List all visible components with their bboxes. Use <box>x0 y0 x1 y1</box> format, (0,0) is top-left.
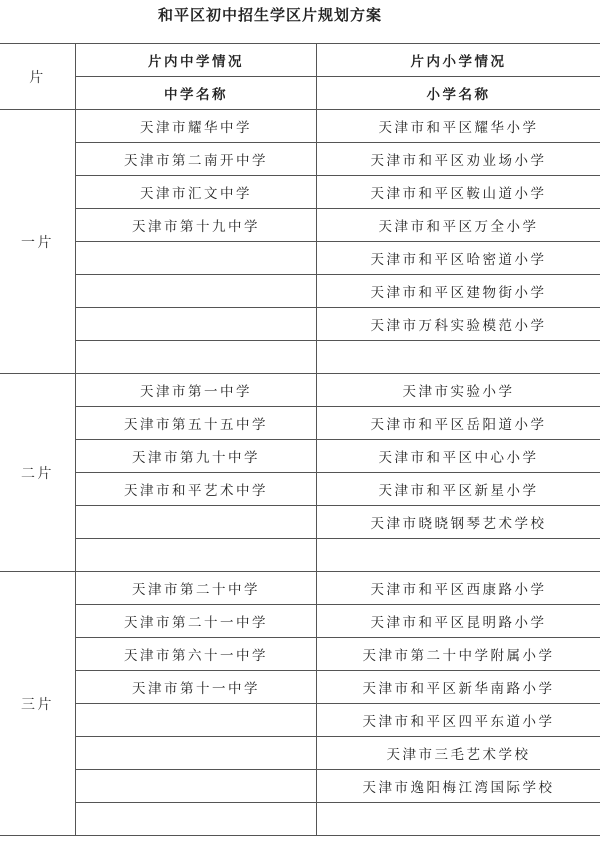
page-title: 和平区初中招生学区片规划方案 <box>157 6 382 24</box>
middle-school-cell: 天津市第一中学 <box>76 374 317 407</box>
table-row <box>0 440 600 473</box>
primary-school-cell: 天津市和平区岳阳道小学 <box>317 407 600 440</box>
table-row <box>0 605 600 638</box>
table-row <box>0 242 600 275</box>
middle-school-cell <box>76 803 317 836</box>
primary-school-cell: 天津市和平区耀华小学 <box>317 110 600 143</box>
table-row <box>0 275 600 308</box>
school-district-table <box>0 43 600 836</box>
primary-school-cell: 天津市实验小学 <box>317 374 600 407</box>
middle-school-cell: 天津市第十九中学 <box>76 209 317 242</box>
middle-school-cell: 天津市耀华中学 <box>76 110 317 143</box>
table-row <box>0 473 600 506</box>
primary-school-cell: 天津市和平区建物街小学 <box>317 275 600 308</box>
header-primary-group: 片内小学情况 <box>317 44 600 77</box>
header-primary-name: 小学名称 <box>317 77 600 110</box>
middle-school-cell <box>76 770 317 803</box>
primary-school-cell: 天津市和平区四平东道小学 <box>317 704 600 737</box>
primary-school-cell <box>317 341 600 374</box>
middle-school-cell <box>76 506 317 539</box>
table-row <box>0 770 600 803</box>
table-row <box>0 671 600 704</box>
middle-school-cell: 天津市第二南开中学 <box>76 143 317 176</box>
table-body <box>0 110 600 836</box>
table-row <box>0 209 600 242</box>
zone-name: 一片 <box>0 110 76 374</box>
table-row <box>0 341 600 374</box>
middle-school-cell: 天津市第六十一中学 <box>76 638 317 671</box>
middle-school-cell: 天津市第九十中学 <box>76 440 317 473</box>
primary-school-cell: 天津市万科实验模范小学 <box>317 308 600 341</box>
middle-school-cell <box>76 242 317 275</box>
header-zone: 片 <box>0 44 76 110</box>
primary-school-cell: 天津市和平区昆明路小学 <box>317 605 600 638</box>
table-row <box>0 539 600 572</box>
middle-school-cell: 天津市汇文中学 <box>76 176 317 209</box>
zone-name: 三片 <box>0 572 76 836</box>
primary-school-cell: 天津市和平区西康路小学 <box>317 572 600 605</box>
primary-school-cell: 天津市和平区中心小学 <box>317 440 600 473</box>
primary-school-cell: 天津市和平区劝业场小学 <box>317 143 600 176</box>
primary-school-cell: 天津市逸阳梅江湾国际学校 <box>317 770 600 803</box>
middle-school-cell: 天津市第五十五中学 <box>76 407 317 440</box>
middle-school-cell: 天津市和平艺术中学 <box>76 473 317 506</box>
header-middle-group: 片内中学情况 <box>76 44 317 77</box>
middle-school-cell <box>76 539 317 572</box>
table-row <box>0 407 600 440</box>
primary-school-cell <box>317 539 600 572</box>
middle-school-cell <box>76 704 317 737</box>
table-row <box>0 143 600 176</box>
primary-school-cell: 天津市三毛艺术学校 <box>317 737 600 770</box>
table-row <box>0 110 600 143</box>
primary-school-cell: 天津市和平区鞍山道小学 <box>317 176 600 209</box>
primary-school-cell: 天津市和平区万全小学 <box>317 209 600 242</box>
primary-school-cell <box>317 803 600 836</box>
middle-school-cell: 天津市第二十一中学 <box>76 605 317 638</box>
primary-school-cell: 天津市第二十中学附属小学 <box>317 638 600 671</box>
table-row <box>0 374 600 407</box>
primary-school-cell: 天津市和平区新星小学 <box>317 473 600 506</box>
table-row <box>0 506 600 539</box>
table-row <box>0 572 600 605</box>
middle-school-cell <box>76 341 317 374</box>
middle-school-cell <box>76 737 317 770</box>
table-row <box>0 176 600 209</box>
primary-school-cell: 天津市和平区新华南路小学 <box>317 671 600 704</box>
middle-school-cell: 天津市第十一中学 <box>76 671 317 704</box>
middle-school-cell <box>76 275 317 308</box>
table-row <box>0 638 600 671</box>
zone-name: 二片 <box>0 374 76 572</box>
table-row <box>0 737 600 770</box>
middle-school-cell: 天津市第二十中学 <box>76 572 317 605</box>
table-row <box>0 803 600 836</box>
header-middle-name: 中学名称 <box>76 77 317 110</box>
table-row <box>0 704 600 737</box>
middle-school-cell <box>76 308 317 341</box>
table-row <box>0 308 600 341</box>
primary-school-cell: 天津市晓晓钢琴艺术学校 <box>317 506 600 539</box>
primary-school-cell: 天津市和平区哈密道小学 <box>317 242 600 275</box>
